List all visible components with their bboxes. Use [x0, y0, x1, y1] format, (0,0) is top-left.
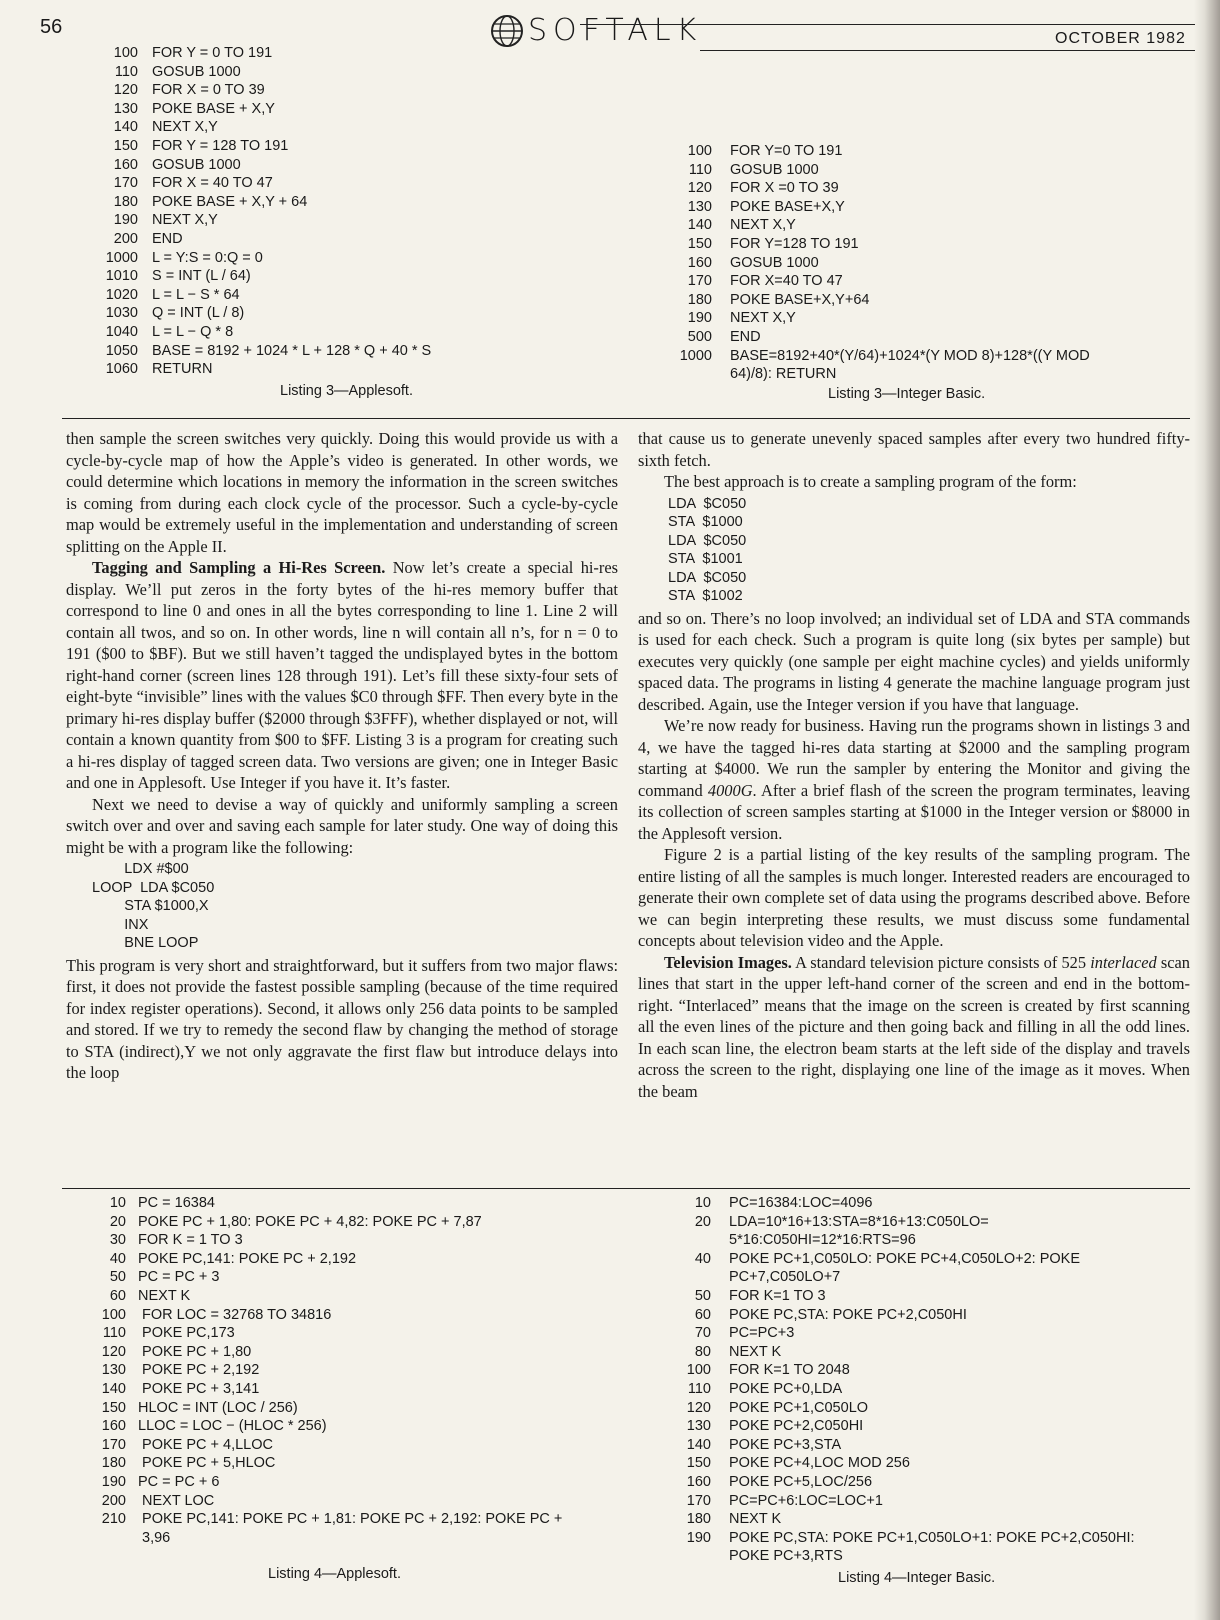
listing-3-applesoft-caption: Listing 3—Applesoft.: [280, 383, 413, 399]
code-text: L = L − Q * 8: [152, 323, 234, 340]
listing-line: [675, 1454, 1135, 1473]
listing-line: [675, 1380, 1135, 1399]
listing-line: [96, 267, 431, 286]
line-number: 190: [686, 1529, 711, 1546]
line-number: 1060: [105, 361, 138, 378]
line-number: 170: [687, 273, 712, 290]
line-number: 110: [688, 161, 712, 178]
code-text: PC = PC + 6: [138, 1473, 220, 1490]
line-number: 190: [113, 212, 138, 229]
line-number: 1000: [105, 249, 138, 266]
listing-3-integer-caption: Listing 3—Integer Basic.: [828, 386, 986, 402]
paragraph-text: We’re now ready for business. Having run the programs shown in listings 3 and 4, we have the tagged hi-res data starting at $2000 and the sampling program starting at $4000. We run the sampler by entering the Monitor and giving the command: [638, 716, 1190, 800]
assembly-listing: LDX #$00 LOOP LDA $C050 STA $1000,X INX BNE LOOP: [92, 861, 215, 951]
code-text: POKE PC,173: [138, 1325, 235, 1342]
code-text: END: [152, 230, 183, 247]
listing-line: [96, 1250, 562, 1269]
code-text: FOR Y = 0 TO 191: [152, 45, 273, 61]
line-number: 160: [686, 1473, 711, 1490]
paragraph-text: scan lines that start in the upper left-hand corner of the screen and end in the bottom-right. “Interlaced” means that the image on the screen is created by first scanning all the even lines of the picture and then going back and filling in all the odd lines. In each scan line, the electron beam starts at the left side of the display and travels across the screen to the right, displaying one line of the image as it moves. When the beam: [638, 952, 1190, 1101]
listing-line: [668, 216, 1090, 235]
listing-line: [96, 100, 431, 119]
listing-line: [96, 1380, 562, 1399]
paragraph: then sample the screen switches very quickly. Doing this would provide us with a cycle-by-cycle map of how the Apple’s video is generated. In other words, we could determine which locations in memory the information in the screen switches is coming from during each clock cycle of the processor. Such a cycle-by-cycle map would be extremely useful in the implementation and understanding of screen splitting on the Apple II.: [66, 429, 618, 556]
listing-3-integer: [668, 142, 1090, 384]
listing-line: [96, 137, 431, 156]
code-text: GOSUB 1000: [730, 254, 819, 271]
line-number: 110: [687, 1380, 711, 1397]
line-number: 1010: [105, 268, 138, 285]
listing-4-integer: [675, 1194, 1135, 1566]
code-text: NEXT X,Y: [730, 310, 796, 327]
paragraph: [66, 557, 618, 794]
line-number: 180: [113, 193, 138, 210]
listing-line: [96, 1417, 562, 1436]
listing-line: [668, 291, 1090, 310]
code-text: BASE = 8192 + 1024 * L + 128 * Q + 40 * S: [152, 342, 432, 359]
line-number: 1000: [679, 347, 712, 364]
code-text: FOR X = 0 TO 39: [152, 82, 265, 99]
code-text: POKE PC + 4,LLOC: [138, 1436, 273, 1453]
line-number: 20: [694, 1213, 711, 1230]
listing-line: [96, 63, 431, 82]
listing-line: [675, 1324, 1135, 1343]
code-text: POKE PC + 3,141: [138, 1380, 260, 1397]
code-text: Q = INT (L / 8): [152, 305, 245, 322]
listing-line: [96, 323, 431, 342]
listing-line: [96, 1324, 562, 1343]
code-text: FOR X=40 TO 47: [730, 273, 843, 290]
line-number: 140: [101, 1380, 126, 1397]
page-number: 56: [40, 16, 63, 38]
line-number: 60: [109, 1287, 126, 1304]
code-text: S = INT (L / 64): [152, 268, 251, 285]
line-number: 140: [113, 119, 138, 136]
section-divider-top: [62, 418, 1190, 419]
code-text: LLOC = LOC − (HLOC * 256): [138, 1418, 327, 1435]
paragraph-text: A standard television picture consists of 525: [791, 952, 1091, 972]
code-text: LDA=10*16+13:STA=8*16+13:C050LO=: [729, 1213, 989, 1230]
code-text: POKE PC+3,RTS: [729, 1548, 843, 1565]
code-text: POKE PC+4,LOC MOD 256: [729, 1455, 910, 1472]
listing-4-applesoft: [96, 1194, 562, 1547]
line-number: [675, 1231, 711, 1250]
listing-line: [96, 193, 431, 212]
listing-line: [675, 1250, 1135, 1269]
line-number: 200: [101, 1492, 126, 1509]
listing-line: [675, 1417, 1135, 1436]
listing-line: [96, 1510, 562, 1529]
code-text: PC=16384:LOC=4096: [729, 1195, 873, 1211]
line-number: 140: [687, 217, 712, 234]
code-text: FOR Y = 128 TO 191: [152, 137, 289, 154]
listing-line: [96, 342, 431, 361]
listing-line: [675, 1529, 1135, 1548]
listing-line: [668, 328, 1090, 347]
code-text: PC=PC+3: [729, 1325, 795, 1342]
line-number: 200: [113, 230, 138, 247]
section-heading: Tagging and Sampling a Hi-Res Screen.: [92, 558, 386, 577]
listing-line: [668, 198, 1090, 217]
listing-line: [96, 1454, 562, 1473]
listing-line: [96, 1343, 562, 1362]
listing-line: [668, 142, 1090, 161]
code-text: FOR K = 1 TO 3: [138, 1232, 243, 1249]
paragraph: The best approach is to create a sampling program of the form:: [664, 472, 1077, 491]
line-number: [675, 1547, 711, 1566]
line-number: 120: [113, 82, 138, 99]
code-text: POKE BASE + X,Y: [152, 100, 275, 117]
listing-4-integer-caption: Listing 4—Integer Basic.: [838, 1570, 996, 1586]
listing-line: [96, 286, 431, 305]
line-number: 160: [113, 156, 138, 173]
line-number: 1050: [105, 342, 138, 359]
listing-line: [96, 81, 431, 100]
listing-line: [668, 365, 1090, 384]
code-text: NEXT K: [138, 1287, 191, 1304]
code-text: POKE PC + 1,80: POKE PC + 4,82: POKE PC + 7,87: [138, 1213, 482, 1230]
listing-line: [675, 1268, 1135, 1287]
code-text: POKE BASE+X,Y+64: [730, 291, 870, 308]
listing-line: [96, 230, 431, 249]
listing-line: [668, 272, 1090, 291]
line-number: 80: [694, 1343, 711, 1360]
code-text: GOSUB 1000: [152, 63, 241, 80]
code-text: POKE PC+2,C050HI: [729, 1418, 864, 1435]
paragraph-text: . After a brief flash of the screen the program terminates, leaving its collection of screen samples starting at $1000 in the Integer version or $8000 in the Applesoft version.: [638, 780, 1190, 843]
code-text: POKE BASE + X,Y + 64: [152, 193, 308, 210]
code-text: POKE PC,STA: POKE PC+1,C050LO+1: POKE PC+2,C050HI:: [729, 1529, 1135, 1546]
code-text: L = Y:S = 0:Q = 0: [152, 249, 263, 266]
line-number: 140: [686, 1436, 711, 1453]
listing-line: [96, 1213, 562, 1232]
line-number: 190: [101, 1473, 126, 1490]
listing-line: [675, 1399, 1135, 1418]
code-text: POKE PC,141: POKE PC + 1,81: POKE PC + 2,192: POKE PC +: [138, 1511, 563, 1528]
listing-line: [675, 1436, 1135, 1455]
listing-line: [96, 118, 431, 137]
line-number: [96, 1529, 126, 1548]
listing-line: [668, 235, 1090, 254]
line-number: 10: [109, 1195, 126, 1211]
listing-line: [96, 1231, 562, 1250]
line-number: 210: [101, 1511, 126, 1528]
listing-line: [96, 1492, 562, 1511]
code-text: POKE PC,141: POKE PC + 2,192: [138, 1250, 357, 1267]
paragraph-text: Now let’s create a special hi-res display. We’ll put zeros in the forty bytes of the hi-res memory buffer that correspond to line 0 and ones in all the bytes corresponding to line 1. Line 2 will contain all twos, and so on. In other words, line n will contain all n’s, for n = 0 to 191 ($00 to $BF). But we still haven’t tagged the undisplayed bytes in the bottom right-hand corner (screen lines 128 through 191). Let’s fill these sixty-four sets of eight-byte “invisible” lines with the values $C0 through $FF. Then every byte in the primary hi-res display buffer ($2000 through $3FFF), whether displayed or not, will contain a known quantity from $00 to $FF. Listing 3 is a program for creating such a hi-res display of tagged screen data. Two versions are given; one in Integer Basic and one in Applesoft. Use Integer if you have it. It’s faster.: [66, 558, 619, 792]
code-text: NEXT K: [729, 1343, 782, 1360]
line-number: 130: [687, 198, 712, 215]
listing-line: [96, 1361, 562, 1380]
line-number: 100: [113, 45, 138, 61]
listing-line: [96, 211, 431, 230]
command-text: 4000G: [707, 780, 753, 800]
line-number: 170: [686, 1492, 711, 1509]
line-number: 180: [687, 291, 712, 308]
listing-line: [668, 254, 1090, 273]
listing-4-applesoft-caption: Listing 4—Applesoft.: [268, 1566, 401, 1582]
code-text: POKE PC,STA: POKE PC+2,C050HI: [729, 1306, 967, 1323]
code-text: NEXT K: [729, 1511, 782, 1528]
paragraph: that cause us to generate unevenly spaced samples after every two hundred fifty-sixth fetch.: [638, 429, 1190, 470]
line-number: 150: [113, 137, 138, 154]
line-number: 120: [101, 1343, 126, 1360]
code-text: FOR Y=0 TO 191: [730, 143, 843, 159]
code-text: 3,96: [138, 1529, 171, 1546]
listing-line: [96, 249, 431, 268]
listing-line: [675, 1231, 1135, 1250]
line-number: 50: [694, 1287, 711, 1304]
code-text: POKE PC+1,C050LO: [729, 1399, 869, 1416]
code-text: PC = PC + 3: [138, 1269, 220, 1286]
code-text: FOR X =0 TO 39: [730, 180, 839, 197]
section-heading: Television Images.: [664, 952, 792, 972]
line-number: 160: [687, 254, 712, 271]
section-divider-bottom: [62, 1188, 1190, 1189]
listing-line: [675, 1213, 1135, 1232]
line-number: 70: [694, 1325, 711, 1342]
line-number: 130: [113, 100, 138, 117]
code-text: BASE=8192+40*(Y/64)+1024*(Y MOD 8)+128*((Y MOD: [730, 347, 1090, 364]
line-number: 1040: [105, 323, 138, 340]
line-number: 180: [101, 1455, 126, 1472]
code-text: PC=PC+6:LOC=LOC+1: [729, 1492, 883, 1509]
listing-line: [96, 156, 431, 175]
page-edge-shadow: [1194, 0, 1220, 1620]
code-text: FOR K=1 TO 3: [729, 1287, 826, 1304]
line-number: 40: [109, 1250, 126, 1267]
code-text: L = L − S * 64: [152, 286, 240, 303]
code-text: HLOC = INT (LOC / 256): [138, 1399, 298, 1416]
line-number: 190: [687, 310, 712, 327]
line-number: 130: [686, 1418, 711, 1435]
listing-3-applesoft: [96, 44, 431, 379]
line-number: 150: [687, 235, 712, 252]
line-number: 500: [687, 328, 712, 345]
listing-line: [675, 1343, 1135, 1362]
code-text: POKE PC + 5,HLOC: [138, 1455, 276, 1472]
line-number: 1030: [105, 305, 138, 322]
listing-line: [96, 1287, 562, 1306]
line-number: 170: [113, 175, 138, 192]
assembly-listing: LDA $C050 STA $1000 LDA $C050 STA $1001 LDA $C050 STA $1002: [668, 495, 747, 604]
code-text: NEXT X,Y: [152, 212, 218, 229]
paragraph: Next we need to devise a way of quickly and uniformly sampling a screen switch over and over and saving each sample for later study. One way of doing this might be with a program like the following:: [66, 794, 618, 857]
code-text: RETURN: [152, 361, 213, 378]
line-number: 130: [101, 1362, 126, 1379]
line-number: 50: [109, 1269, 126, 1286]
listing-line: [668, 309, 1090, 328]
softalk-logo: [490, 14, 702, 48]
line-number: 170: [101, 1436, 126, 1453]
listing-line: [96, 1529, 562, 1548]
code-text: PC = 16384: [138, 1195, 215, 1211]
article-column-right: [638, 428, 1190, 1102]
listing-line: [96, 44, 431, 63]
paragraph: [638, 952, 1190, 1103]
code-text: FOR X = 40 TO 47: [152, 175, 273, 192]
code-text: 64)/8): RETURN: [730, 366, 837, 383]
code-text: PC+7,C050LO+7: [729, 1269, 841, 1286]
listing-line: [675, 1510, 1135, 1529]
line-number: 40: [694, 1250, 711, 1267]
line-number: 1020: [105, 286, 138, 303]
paragraph: Figure 2 is a partial listing of the key results of the sampling program. The entire listing of all the samples is much longer. Interested readers are encouraged to generate their own complete set of data using the programs described above. Before we can begin interpreting these results, we must discuss some fundamental concepts about television video and the Apple.: [638, 845, 1190, 950]
code-text: POKE PC+3,STA: [729, 1436, 842, 1453]
listing-line: [675, 1306, 1135, 1325]
listing-line: [668, 179, 1090, 198]
code-text: END: [730, 328, 761, 345]
listing-line: [675, 1492, 1135, 1511]
line-number: 150: [686, 1455, 711, 1472]
paragraph: This program is very short and straightforward, but it suffers from two major flaws: first, it does not provide the fastest possible sampling (because of the time required for index register operations). Second, it allows only 256 data points to be sampled and stored. If we try to remedy the second flaw by changing the method of storage to STA (indirect),Y we not only aggravate the first flaw but introduce delays into the loop: [66, 955, 618, 1082]
code-text: FOR K=1 TO 2048: [729, 1362, 850, 1379]
code-text: POKE PC+0,LDA: [729, 1380, 843, 1397]
emphasis-text: interlaced: [1090, 952, 1157, 972]
line-number: 120: [687, 180, 712, 197]
code-text: POKE PC + 1,80: [138, 1343, 252, 1360]
code-text: 5*16:C050HI=12*16:RTS=96: [729, 1232, 916, 1249]
listing-line: [675, 1287, 1135, 1306]
listing-line: [675, 1473, 1135, 1492]
line-number: 100: [687, 143, 712, 159]
code-text: FOR Y=128 TO 191: [730, 235, 859, 252]
line-number: 160: [101, 1418, 126, 1435]
code-text: GOSUB 1000: [152, 156, 241, 173]
code-text: POKE PC+1,C050LO: POKE PC+4,C050LO+2: POKE: [729, 1250, 1081, 1267]
line-number: 60: [694, 1306, 711, 1323]
code-text: NEXT LOC: [138, 1492, 215, 1509]
listing-line: [675, 1194, 1135, 1213]
code-text: FOR LOC = 32768 TO 34816: [138, 1306, 332, 1323]
code-text: POKE BASE+X,Y: [730, 198, 845, 215]
line-number: 20: [109, 1213, 126, 1230]
code-text: NEXT X,Y: [152, 119, 218, 136]
listing-line: [668, 347, 1090, 366]
header-rule-bottom: [700, 50, 1195, 51]
line-number: 10: [694, 1195, 711, 1211]
listing-line: [96, 174, 431, 193]
listing-line: [96, 360, 431, 379]
paragraph: [638, 715, 1190, 844]
line-number: 110: [114, 63, 138, 80]
line-number: 180: [686, 1511, 711, 1528]
listing-line: [96, 1399, 562, 1418]
line-number: 30: [109, 1232, 126, 1249]
line-number: 100: [101, 1306, 126, 1323]
code-text: POKE PC+5,LOC/256: [729, 1473, 873, 1490]
line-number: [675, 1268, 711, 1287]
listing-line: [96, 304, 431, 323]
article-column-left: [66, 428, 618, 1084]
listing-line: [96, 1194, 562, 1213]
line-number: 120: [686, 1399, 711, 1416]
listing-line: [675, 1361, 1135, 1380]
listing-line: [675, 1547, 1135, 1566]
header-rule-top: [580, 24, 1195, 25]
listing-line: [96, 1473, 562, 1492]
logo-wordmark: SOFTALK: [528, 13, 703, 48]
line-number: [668, 365, 712, 384]
code-text: POKE PC + 2,192: [138, 1362, 260, 1379]
line-number: 110: [102, 1325, 126, 1342]
listing-line: [96, 1306, 562, 1325]
listing-line: [668, 161, 1090, 180]
listing-line: [96, 1268, 562, 1287]
listing-line: [96, 1436, 562, 1455]
paragraph: and so on. There’s no loop involved; an individual set of LDA and STA commands is used for each check. Such a program is quite long (six bytes per sample) but executes very quickly (one sample per eight machine cycles) and yields uniformly spaced data. The programs in listing 4 generate the machine language program just described. Again, use the Integer version if you have that language.: [638, 608, 1190, 714]
code-text: GOSUB 1000: [730, 161, 819, 178]
line-number: 100: [686, 1362, 711, 1379]
code-text: NEXT X,Y: [730, 217, 796, 234]
globe-icon: [490, 14, 524, 48]
line-number: 150: [101, 1399, 126, 1416]
issue-date: OCTOBER 1982: [1055, 30, 1186, 47]
